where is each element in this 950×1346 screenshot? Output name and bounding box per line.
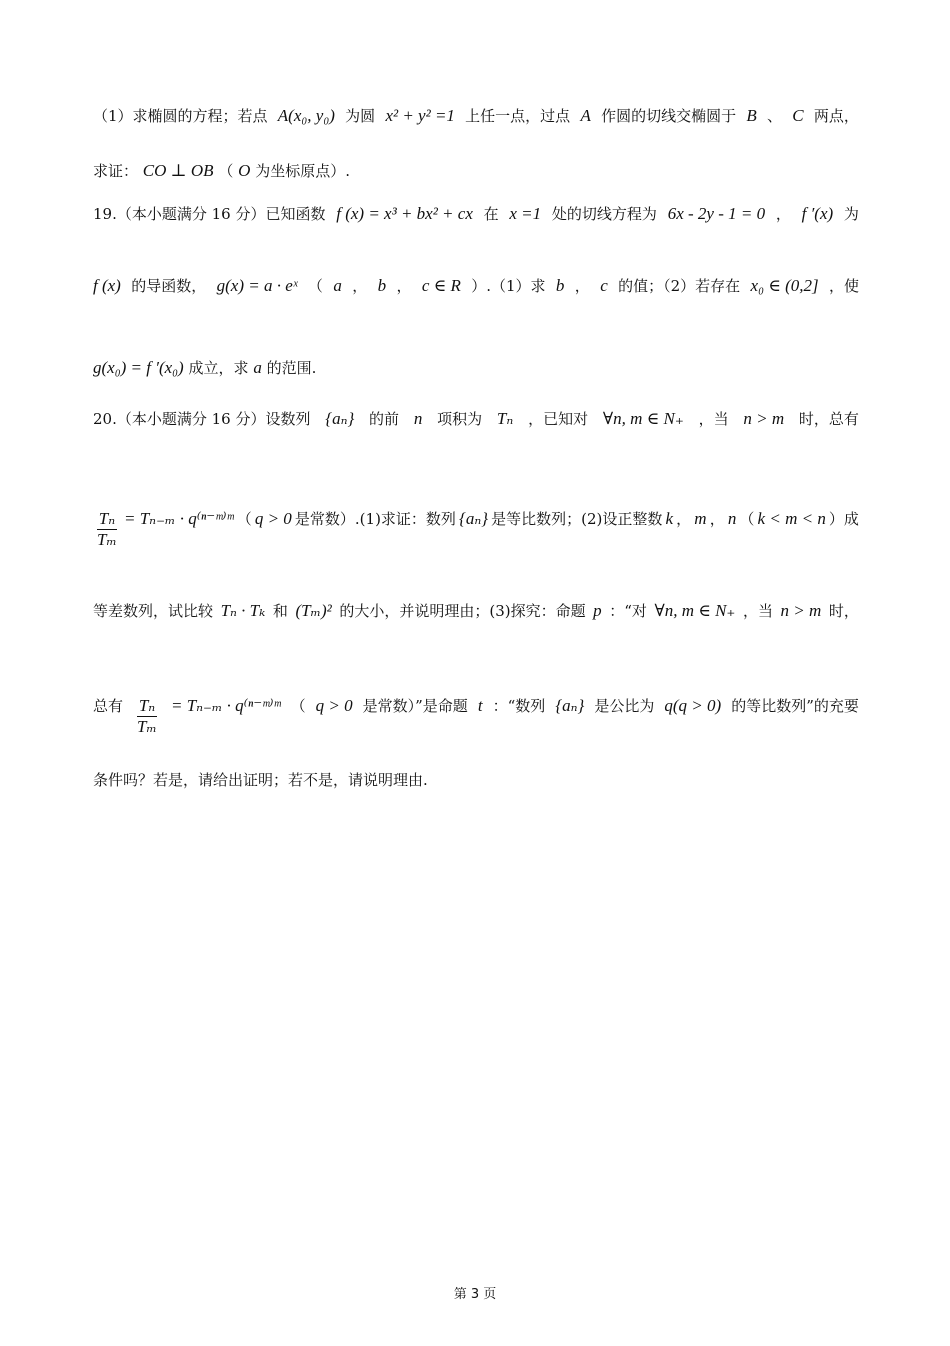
q18-line-1 bbox=[93, 105, 859, 127]
g-equals-fprime: g(x₀) = f ′(x₀) bbox=[93, 358, 184, 377]
proposition-t: t bbox=[477, 696, 483, 715]
function-g: g(x) = a · eˣ bbox=[216, 276, 298, 295]
q19-text: ， bbox=[775, 205, 791, 223]
q20-text: 是公比为 bbox=[594, 697, 655, 715]
proposition-p: p bbox=[593, 601, 602, 620]
q20-heading: 20.（本小题满分 16 分）设数列 bbox=[93, 410, 311, 428]
q19-text: ， bbox=[396, 277, 412, 295]
q19-text: 在 bbox=[483, 205, 499, 223]
q20-text: 条件吗？若是，请给出证明；若不是，请说明理由. bbox=[93, 771, 428, 789]
q20-text: 是常数）.(1)求证：数列 bbox=[294, 510, 456, 528]
q-positive: q > 0 bbox=[315, 696, 353, 715]
sequence-an: {aₙ} bbox=[325, 409, 355, 428]
q18-text: 为坐标原点）. bbox=[255, 162, 350, 180]
x0-interval: x₀ ∈ (0,2] bbox=[750, 276, 819, 295]
var-k: k bbox=[665, 509, 674, 528]
q18-text: 求证： bbox=[93, 162, 139, 180]
q20-text: 的大小，并说明理由；(3)探究：命题 bbox=[339, 602, 586, 620]
tangent-equation: 6x - 2y - 1 = 0 bbox=[667, 204, 766, 223]
fraction-denominator: Tₘ bbox=[97, 530, 117, 549]
var-c: c bbox=[600, 276, 608, 295]
q19-text: 成立，求 bbox=[188, 359, 249, 377]
derivative-f: f ′(x) bbox=[801, 204, 834, 223]
q20-text: 时，总有 bbox=[798, 410, 859, 428]
point-a-formula: A(x₀, y₀) bbox=[277, 106, 335, 125]
q20-text: 等差数列，试比较 bbox=[93, 602, 214, 620]
q20-text: ，已知对 bbox=[528, 410, 589, 428]
q20-line-2 bbox=[93, 508, 859, 550]
q19-text: ，使 bbox=[828, 277, 859, 295]
q20-text: ）成 bbox=[828, 510, 859, 528]
q18-text: 、 bbox=[766, 107, 782, 125]
q18-text: 作圆的切线交椭圆于 bbox=[601, 107, 737, 125]
tn-minus-m-formula: = Tₙ₋ₘ · q⁽ⁿ⁻ᵐ⁾ᵐ bbox=[124, 509, 234, 528]
product-tn: Tₙ bbox=[496, 409, 514, 428]
q19-text: 的值；（2）若存在 bbox=[618, 277, 741, 295]
k-m-n-order: k < m < n bbox=[757, 509, 826, 528]
q20-text: ，当 bbox=[698, 410, 729, 428]
q20-text: 的等比数列”的充要 bbox=[731, 697, 859, 715]
tn-minus-m-formula: = Tₙ₋ₘ · q⁽ⁿ⁻ᵐ⁾ᵐ bbox=[170, 696, 281, 715]
q20-text: （ bbox=[236, 510, 252, 528]
point-b: B bbox=[746, 106, 757, 125]
circle-equation: x² + y² =1 bbox=[385, 106, 455, 125]
forall-n-m: ∀n, m ∈ N₊ bbox=[602, 409, 684, 428]
q19-text: 为 bbox=[843, 205, 859, 223]
var-a: a bbox=[333, 276, 342, 295]
q19-text: 处的切线方程为 bbox=[551, 205, 657, 223]
tm-squared: (Tₘ)² bbox=[295, 601, 332, 620]
q19-text: 的导函数， bbox=[131, 277, 207, 295]
q19-text: （ bbox=[307, 277, 323, 295]
q20-text: 时， bbox=[828, 602, 859, 620]
q20-text: 的前 bbox=[369, 410, 400, 428]
origin-o: O bbox=[238, 161, 251, 180]
var-b: b bbox=[377, 276, 387, 295]
q19-line-1 bbox=[93, 203, 859, 225]
q19-line-3 bbox=[93, 357, 859, 379]
q20-line-5 bbox=[93, 769, 859, 791]
q19-text: ， bbox=[574, 277, 590, 295]
q20-text: 项积为 bbox=[437, 410, 483, 428]
q20-line-1 bbox=[93, 408, 859, 430]
fraction-denominator: Tₘ bbox=[137, 717, 157, 736]
q20-text: ，当 bbox=[742, 602, 773, 620]
x-equals-1: x =1 bbox=[509, 204, 542, 223]
q18-text: 为圆 bbox=[345, 107, 376, 125]
perpendicular-formula: CO ⊥ OB bbox=[142, 161, 214, 180]
q19-text: 的范围. bbox=[266, 359, 317, 377]
var-m: m bbox=[694, 509, 707, 528]
q19-line-2 bbox=[93, 275, 859, 297]
q-positive: q > 0 bbox=[254, 509, 292, 528]
q20-text: 是等比数列；(2)设正整数 bbox=[491, 510, 663, 528]
q20-text: 是常数）”是命题 bbox=[362, 697, 468, 715]
n-greater-m: n > m bbox=[743, 409, 785, 428]
fraction-tn-over-tm bbox=[95, 509, 119, 550]
c-in-r: c ∈ R bbox=[421, 276, 461, 295]
ratio-q: q(q > 0) bbox=[664, 696, 722, 715]
q19-text: ， bbox=[352, 277, 368, 295]
q20-text: （ bbox=[739, 510, 755, 528]
function-f: f (x) = x³ + bx² + cx bbox=[336, 204, 473, 223]
forall-n-m: ∀n, m ∈ N₊ bbox=[654, 601, 736, 620]
q18-line-2 bbox=[93, 160, 859, 182]
var-n: n bbox=[727, 509, 737, 528]
q20-text: ：“数列 bbox=[492, 697, 546, 715]
fraction-tn-over-tm bbox=[135, 696, 159, 737]
fraction-numerator: Tₙ bbox=[98, 509, 116, 528]
var-b: b bbox=[555, 276, 565, 295]
q19-heading: 19.（本小题满分 16 分）已知函数 bbox=[93, 205, 326, 223]
q20-text: 和 bbox=[272, 602, 288, 620]
q20-text: ， bbox=[709, 510, 725, 528]
function-f-ref: f (x) bbox=[93, 276, 121, 295]
q19-text: ）.（1）求 bbox=[471, 277, 546, 295]
q20-text: ：“对 bbox=[609, 602, 647, 620]
var-n: n bbox=[413, 409, 423, 428]
point-c: C bbox=[792, 106, 804, 125]
q18-text: （1）求椭圆的方程；若点 bbox=[93, 107, 268, 125]
q18-text: 上任一点，过点 bbox=[465, 107, 571, 125]
tn-times-tk: Tₙ · Tₖ bbox=[220, 601, 266, 620]
q20-line-4 bbox=[93, 695, 859, 737]
q20-text: ， bbox=[676, 510, 692, 528]
fraction-numerator: Tₙ bbox=[138, 696, 156, 715]
q18-text: （ bbox=[218, 162, 234, 180]
q18-text: 两点， bbox=[813, 107, 859, 125]
q20-text: （ bbox=[290, 697, 306, 715]
var-a: a bbox=[253, 358, 262, 377]
q20-text: 总有 bbox=[93, 697, 124, 715]
sequence-an: {aₙ} bbox=[459, 509, 489, 528]
n-greater-m: n > m bbox=[780, 601, 822, 620]
q20-line-3 bbox=[93, 600, 859, 622]
page-number: 第 3 页 bbox=[453, 1287, 497, 1302]
sequence-an: {aₙ} bbox=[555, 696, 585, 715]
point-a: A bbox=[580, 106, 591, 125]
